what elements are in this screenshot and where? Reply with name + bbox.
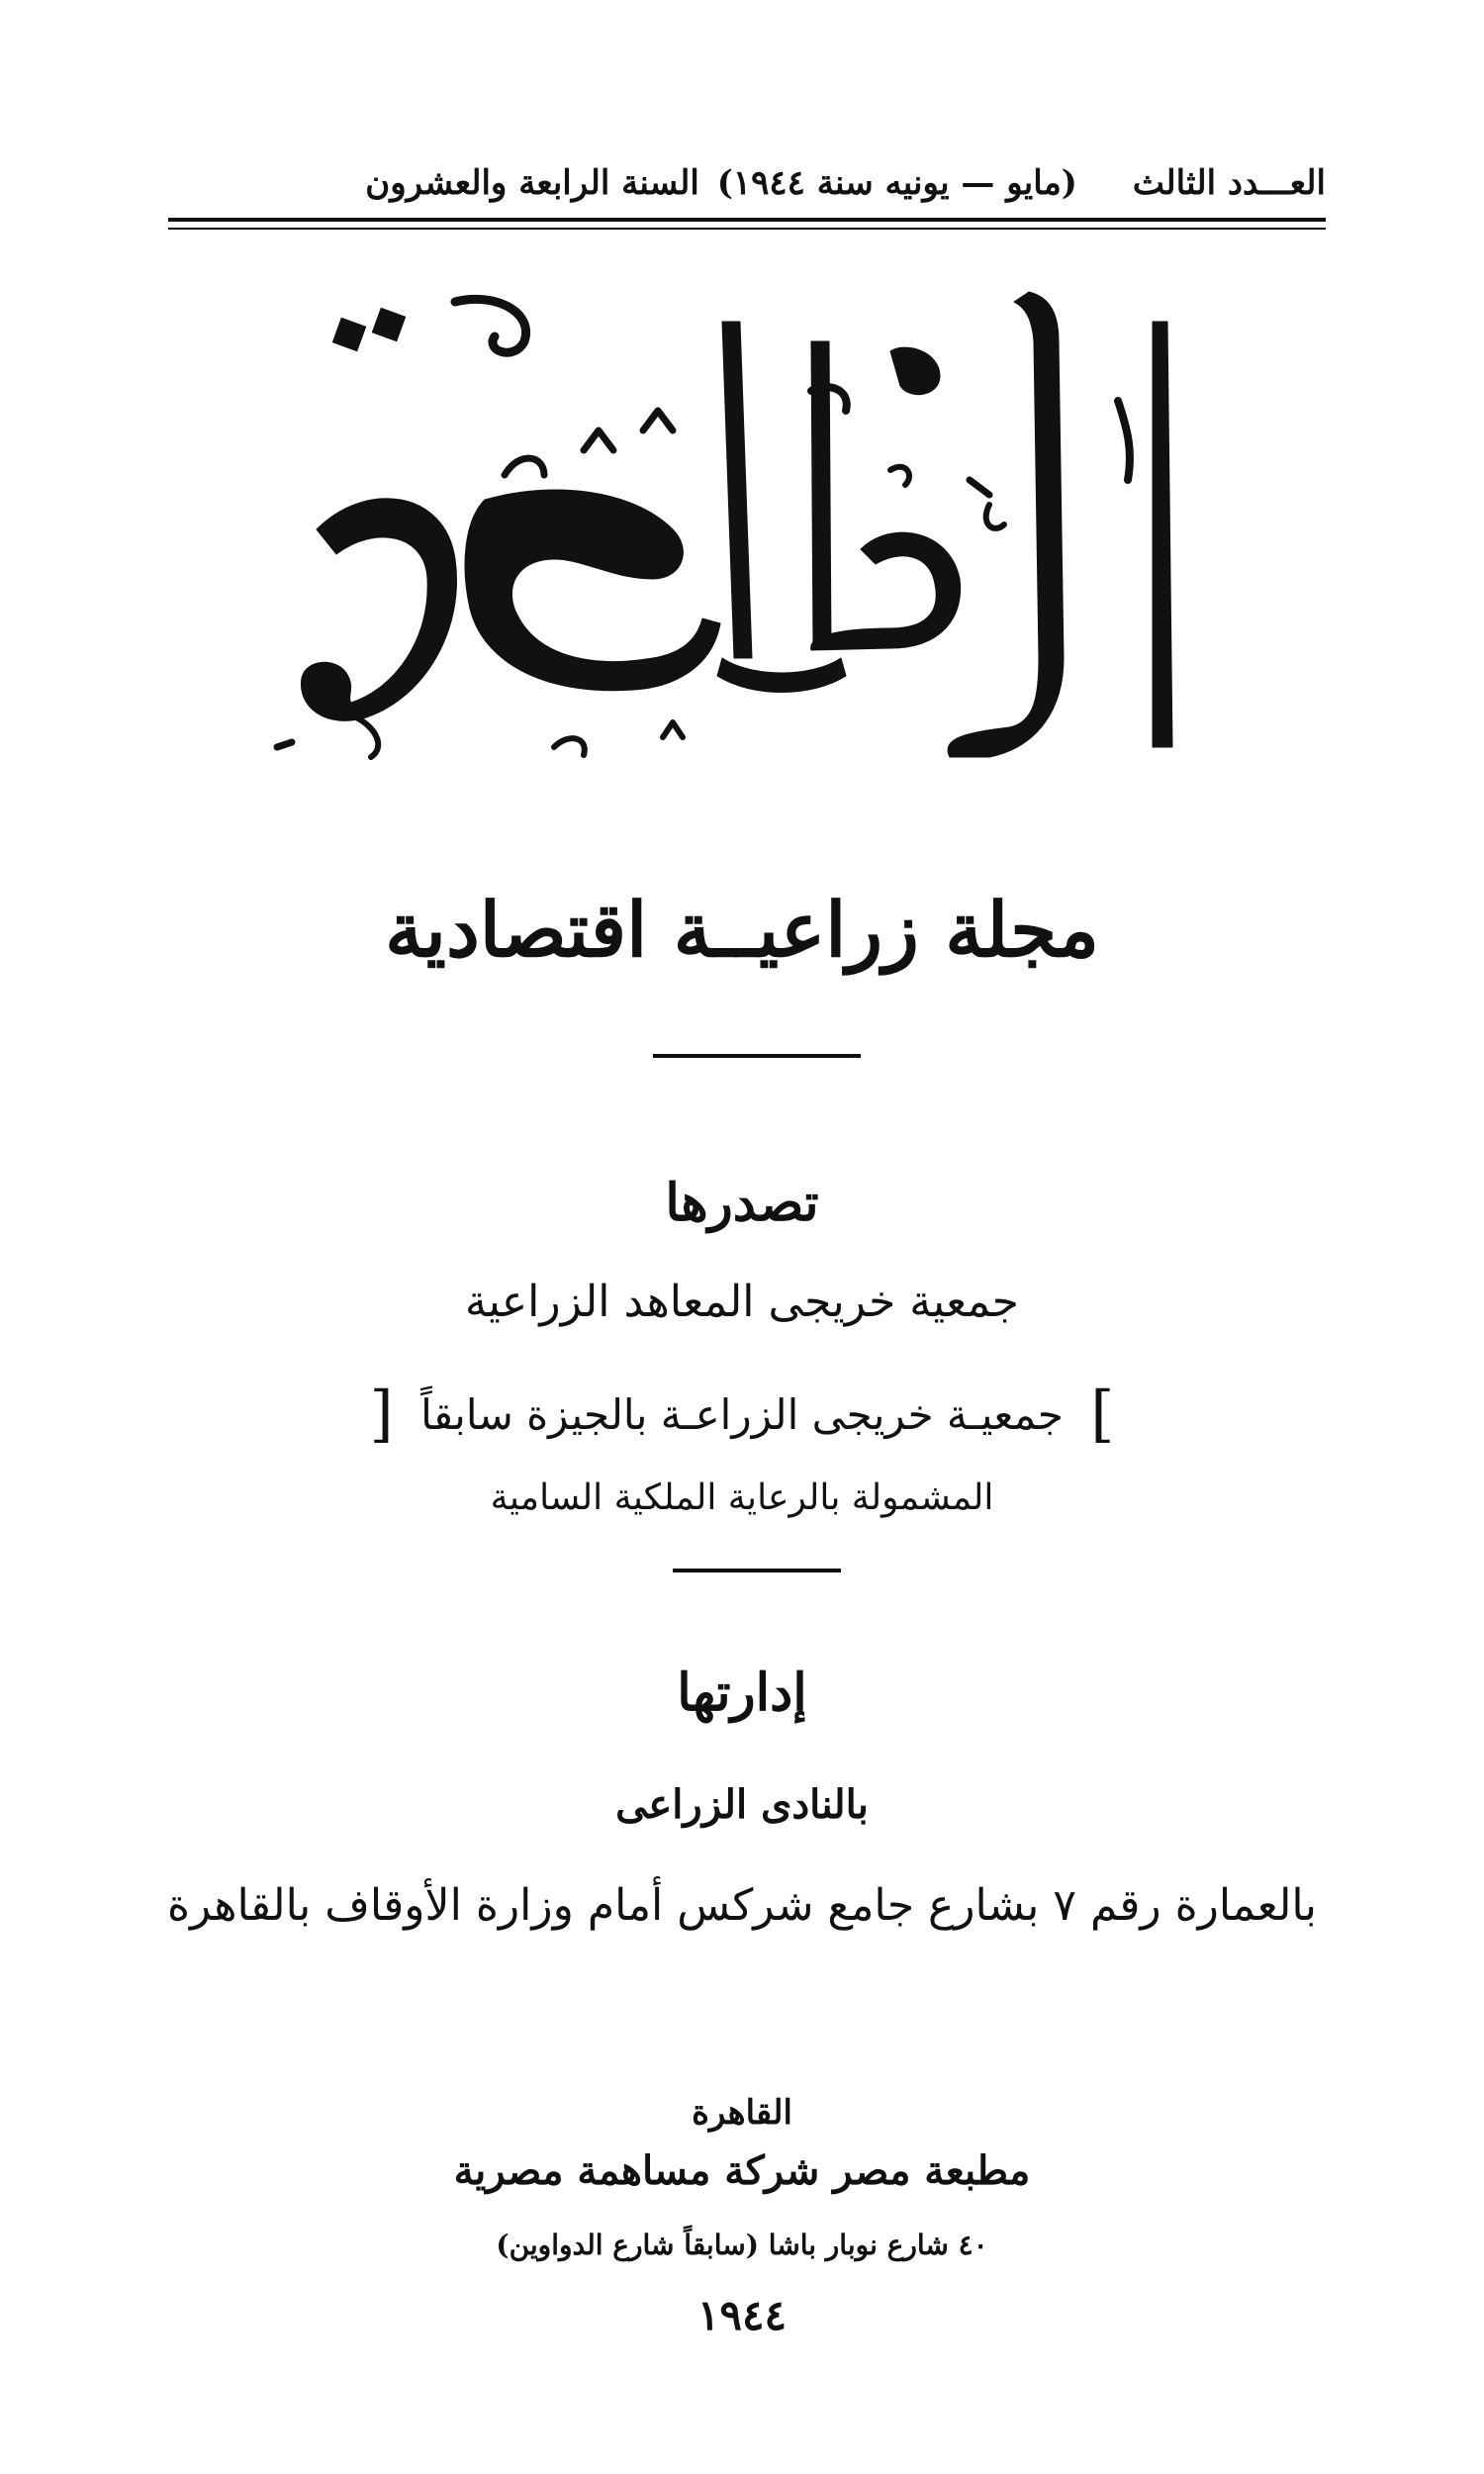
administration-club: بالنادى الزراعى — [615, 1781, 869, 1828]
issue-date-range: (مايو — يونيه سنة ١٩٤٤) — [716, 163, 1077, 203]
issue-number: العـــدد الثالث — [1132, 163, 1326, 203]
issue-header — [168, 153, 1326, 213]
publisher-name: جمعية خريجى المعاهد الزراعية — [465, 1277, 1019, 1327]
section-divider — [653, 1054, 861, 1058]
volume-year: السنة الرابعة والعشرون — [365, 163, 699, 203]
publication-year: ١٩٤٤ — [696, 2291, 788, 2339]
administration-address: بالعمارة رقم ٧ بشارع جامع شركس أمام وزارة الأوقاف بالقاهرة — [166, 1880, 1318, 1931]
publisher-label: تصدرها — [665, 1173, 819, 1233]
section-divider — [673, 1569, 841, 1572]
bracket-close: [ — [369, 1378, 394, 1450]
publisher-former-name-line — [0, 1378, 1484, 1450]
administration-label: إدارتها — [677, 1663, 807, 1723]
printer-name: مطبعة مصر شركة مساهمة مصرية — [453, 2147, 1031, 2194]
printer-city: القاهرة — [692, 2093, 792, 2133]
publisher-former-name: جمعيـة خريجى الزراعـة بالجيزة سابقاً — [420, 1390, 1064, 1439]
masthead-calligraphy — [257, 282, 1247, 836]
magazine-subtitle: مجلة زراعيــة اقتصادية — [385, 886, 1099, 974]
printer-address: ٤٠ شارع نوبار باشا (سابقاً شارع الدواوين) — [496, 2229, 988, 2261]
royal-patronage: المشمولة بالرعاية الملكية السامية — [490, 1477, 994, 1518]
masthead-logo — [257, 282, 1247, 836]
header-rule-thin — [168, 228, 1326, 230]
header-rule-thick — [168, 218, 1326, 222]
bracket-open: ] — [1090, 1378, 1115, 1450]
